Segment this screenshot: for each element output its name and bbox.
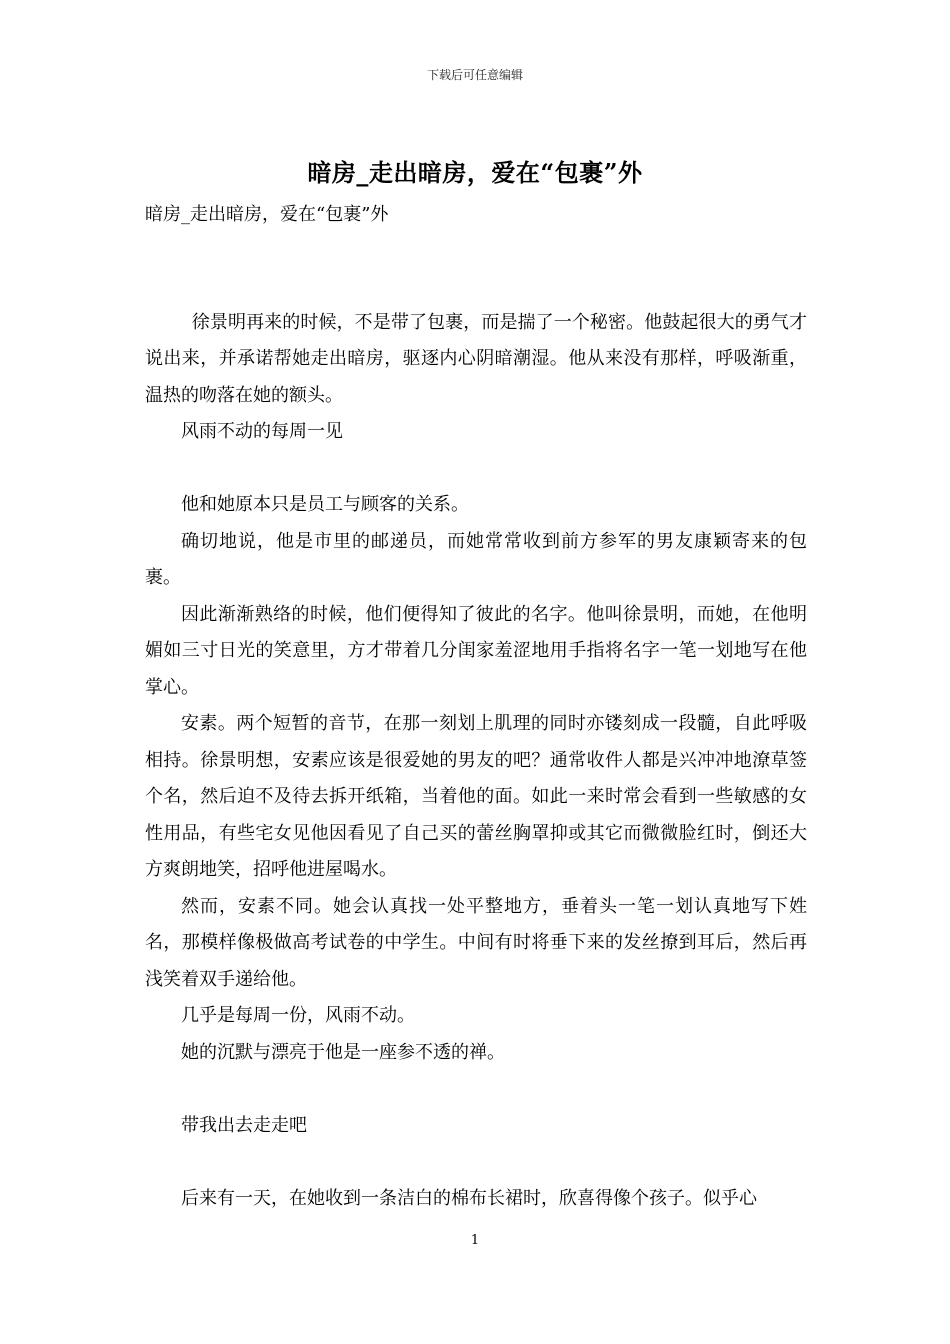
paragraph: 他和她原本只是员工与顾客的关系。 bbox=[181, 494, 469, 515]
page-number: 1 bbox=[470, 1233, 480, 1248]
spacer bbox=[145, 451, 807, 488]
paragraph: 因此渐渐熟络的时候，他们便得知了彼此的名字。他叫徐景明，而她，在他明媚如三寸日光的笑意里，方才带着几分闺家羞涩地用手指将名字一笔一划地写在他掌心。 bbox=[145, 603, 807, 698]
section-heading: 带我出去走走吧 bbox=[181, 1114, 307, 1136]
paragraph: 安素。两个短暂的音节，在那一刻划上肌理的同时亦镂刻成一段髓，自此呼吸相持。徐景明想，安素应该是很爱她的男友的吧？通常收件人都是兴冲冲地潦草签个名，然后迫不及待去拆开纸箱，当着他的面。如此一来时常会看到一些敏感的女性用品，有些宅女见他因看见了自己买的蕾丝胸罩抑或其它而微微脸红时，倒还大方爽朗地笑，招呼他进屋喝水。 bbox=[145, 713, 807, 880]
spacer bbox=[145, 1144, 807, 1181]
paragraph: 她的沉默与漂亮于他是一座参不透的禅。 bbox=[181, 1041, 505, 1063]
spacer bbox=[145, 268, 807, 305]
header-note: 下载后可任意编辑 bbox=[426, 68, 523, 82]
subtitle: 暗房_走出暗房，爱在“包裹”外 bbox=[145, 204, 389, 225]
page-title: 暗房_走出暗房，爱在“包裹”外 bbox=[307, 158, 643, 187]
spacer bbox=[145, 1071, 807, 1108]
paragraph: 后来有一天，在她收到一条洁白的棉布长裙时，欣喜得像个孩子。似乎心 bbox=[181, 1187, 757, 1209]
paragraph: 确切地说，他是市里的邮递员，而她常常收到前方参军的男友康颖寄来的包裹。 bbox=[145, 530, 807, 588]
paragraph: 然而，安素不同。她会认真找一处平整地方，垂着头一笔一划认真地写下姓名，那模样像极做高考试卷的中学生。中间有时将垂下来的发丝撩到耳后，然后再浅笑着双手递给他。 bbox=[145, 895, 807, 990]
paragraph: 几乎是每周一份，风雨不动。 bbox=[181, 1005, 415, 1026]
article-body bbox=[145, 268, 807, 1217]
paragraph: 徐景明再来的时候，不是带了包裹，而是揣了一个秘密。他鼓起很大的勇气才说出来，并承诺帮她走出暗房，驱逐内心阴暗潮湿。他从来没有那样，呼吸渐重，温热的吻落在她的额头。 bbox=[145, 311, 807, 406]
section-heading: 风雨不动的每周一见 bbox=[181, 421, 343, 442]
